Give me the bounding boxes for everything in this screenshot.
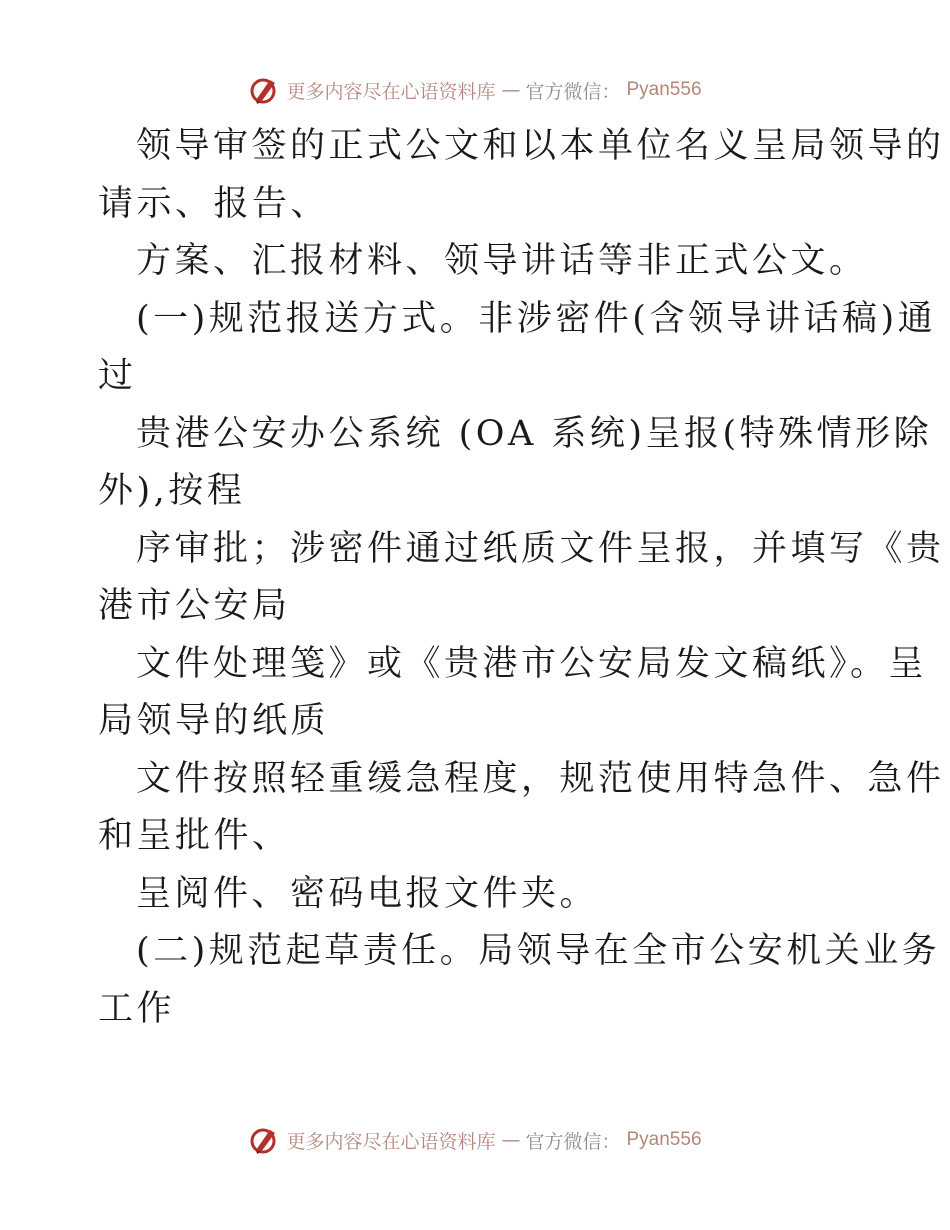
watermark-dash: — bbox=[501, 1129, 520, 1151]
pen-logo-icon bbox=[248, 74, 280, 106]
text-line: 外),按程 bbox=[98, 471, 246, 511]
text-line: 过 bbox=[98, 356, 137, 396]
footer-watermark bbox=[0, 1120, 950, 1160]
pen-logo-icon bbox=[248, 1124, 280, 1156]
text-line: 文件处理笺》或《贵港市公安局发文稿纸》。呈 bbox=[136, 643, 928, 684]
text-line: 文件按照轻重缓急程度，规范使用特急件、急件 bbox=[136, 758, 945, 799]
text-line: 呈阅件、密码电报文件夹。 bbox=[136, 873, 599, 914]
text-line: 和呈批件、 bbox=[98, 816, 291, 856]
watermark-wechat-id: Pyan556 bbox=[626, 1129, 702, 1150]
watermark-label: 官方微信： bbox=[525, 1130, 621, 1153]
text-line: 局领导的纸质 bbox=[98, 701, 330, 741]
watermark-label: 官方微信： bbox=[525, 80, 621, 103]
watermark-wechat-id: Pyan556 bbox=[626, 79, 702, 100]
text-line: 请示、报告、 bbox=[98, 183, 330, 224]
text-line: 领导审签的正式公文和以本单位名义呈局领导的 bbox=[136, 126, 945, 166]
text-line: 方案、汇报材料、领导讲话等非正式公文。 bbox=[136, 241, 868, 281]
document-body bbox=[98, 118, 945, 1038]
header-watermark bbox=[0, 70, 950, 110]
watermark-brand: 更多内容尽在心语资料库 bbox=[286, 1130, 496, 1153]
text-line: 贵港公安办公系统 (OA 系统)呈报(特殊情形除 bbox=[136, 413, 933, 454]
text-line: 港市公安局 bbox=[98, 586, 291, 626]
text-line: 序审批；涉密件通过纸质文件呈报，并填写《贵 bbox=[136, 528, 945, 569]
text-line: 工作 bbox=[98, 988, 176, 1029]
watermark-brand: 更多内容尽在心语资料库 bbox=[286, 80, 496, 103]
watermark-dash: — bbox=[501, 79, 520, 101]
text-line: (一)规范报送方式。非涉密件(含领导讲话稿)通 bbox=[136, 298, 937, 339]
text-line: (二)规范起草责任。局领导在全市公安机关业务 bbox=[136, 931, 941, 971]
